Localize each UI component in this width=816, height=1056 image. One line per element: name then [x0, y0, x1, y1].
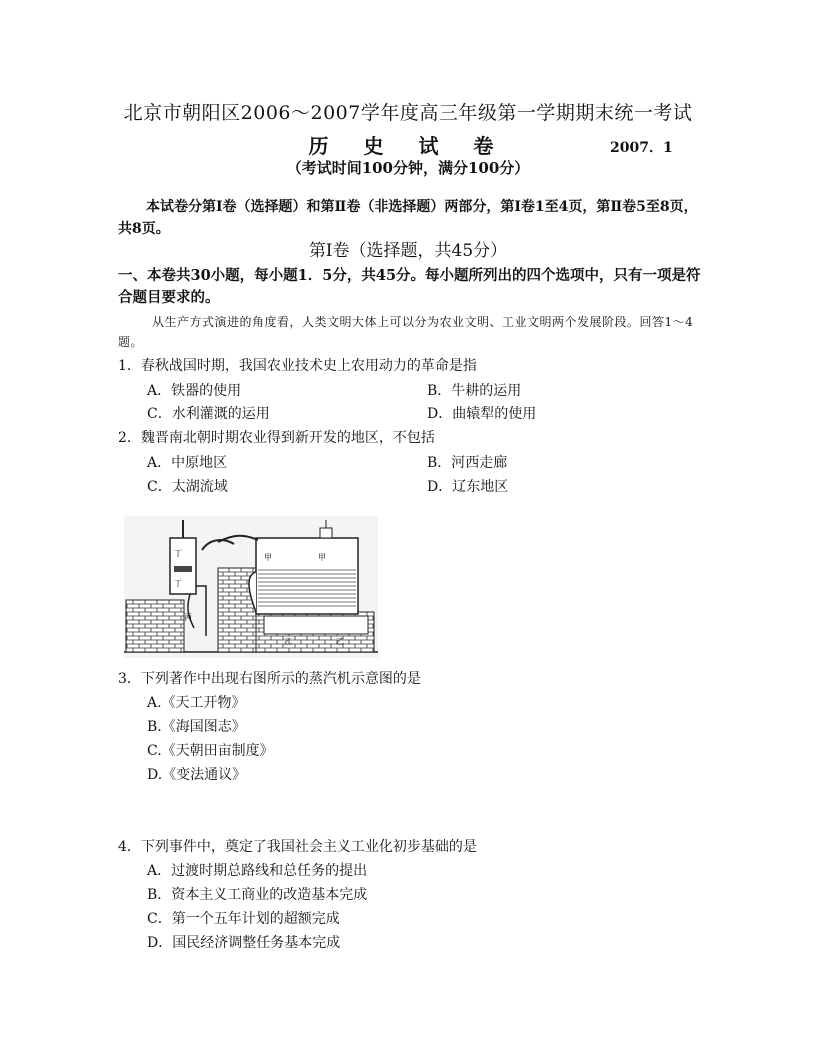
steam-engine-diagram [124, 516, 378, 658]
exam-title: 历 史 试 卷 [308, 134, 508, 158]
question-material: 从生产方式演进的角度看，人类文明大体上可以分为农业文明、工业文明两个发展阶段。回答1～4题。 [118, 315, 694, 349]
question-1-option-b: B．牛耕的运用 [427, 383, 522, 399]
question-3-option-a: A.《天工开物》 [147, 695, 246, 711]
section-instruction: 一、本卷共30小题，每小题1．5分，共45分。每小题所列出的四个选项中，只有一项是符合题目要求的。 [118, 267, 701, 306]
question-2-option-c: C．太湖流域 [147, 479, 228, 495]
question-4-option-c: C．第一个五年计划的超额完成 [147, 911, 340, 927]
question-3-option-d: D.《变法通议》 [147, 767, 247, 783]
diagram-label-yi-left: 乙 [284, 637, 292, 646]
question-2-option-a: A．中原地区 [147, 455, 228, 471]
question-2-stem: 2．魏晋南北朝时期农业得到新开发的地区，不包括 [118, 430, 435, 446]
question-3-option-c: C.《天朝田亩制度》 [147, 743, 274, 759]
exam-time-info: （考试时间100分钟，满分100分） [286, 159, 530, 177]
question-4-stem: 4．下列事件中，奠定了我国社会主义工业化初步基础的是 [118, 839, 477, 855]
diagram-label-ding-top: 丁 [174, 549, 182, 558]
question-3-option-b: B.《海国图志》 [147, 719, 246, 735]
question-1-option-a: A．铁器的使用 [147, 383, 242, 399]
diagram-label-bing: 丙 [184, 613, 192, 622]
question-1-option-d: D．曲辕犁的使用 [427, 406, 537, 422]
question-1-option-c: C．水利灌溉的运用 [147, 406, 270, 422]
diagram-label-jia-right: 甲 [318, 553, 326, 562]
diagram-label-yi-right: 乙 [336, 637, 344, 646]
question-1-stem: 1．春秋战国时期，我国农业技术史上农用动力的革命是指 [118, 358, 477, 374]
diagram-label-ding-bottom: 丁 [174, 579, 182, 588]
question-4-option-b: B．资本主义工商业的改造基本完成 [147, 887, 368, 903]
question-4-option-d: D．国民经济调整任务基本完成 [147, 935, 341, 951]
exam-date: 2007．1 [610, 140, 673, 156]
diagram-label-jia-left: 甲 [264, 553, 272, 562]
part1-title: 第Ⅰ卷（选择题，共45分） [308, 241, 508, 261]
question-3-stem: 3．下列著作中出现右图所示的蒸汽机示意图的是 [118, 671, 421, 687]
question-2-option-b: B．河西走廊 [427, 455, 508, 471]
question-4-option-a: A．过渡时期总路线和总任务的提出 [147, 863, 368, 879]
question-2-option-d: D．辽东地区 [427, 479, 509, 495]
school-exam-line: 北京市朝阳区2006～2007学年度高三年级第一学期期末统一考试 [123, 102, 693, 124]
exam-intro: 本试卷分第Ⅰ卷（选择题）和第Ⅱ卷（非选择题）两部分，第Ⅰ卷1至4页，第Ⅱ卷5至8页，共8页。 [118, 199, 698, 237]
